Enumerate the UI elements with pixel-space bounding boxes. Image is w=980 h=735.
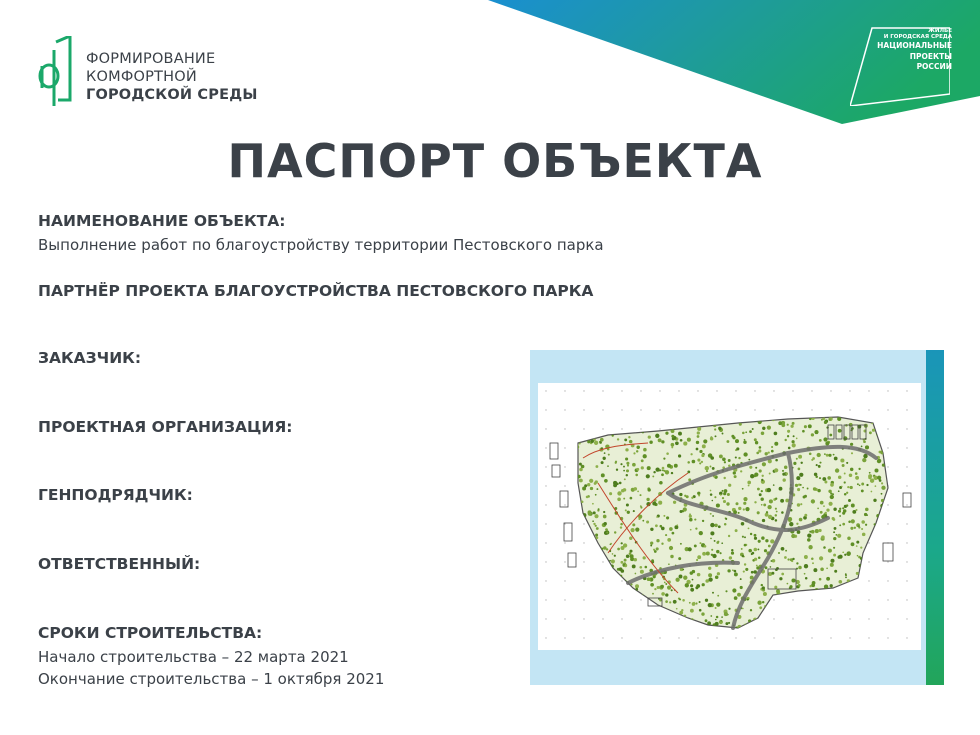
program-logo [36,36,258,108]
logo-line-2: КОМФОРТНОЙ [86,69,197,85]
construction-end: Окончание строительства – 1 октября 2021 [38,670,385,688]
badge-small-1: ЖИЛЬЕ [928,28,952,34]
page-title: ПАСПОРТ ОБЪЕКТА [227,134,763,188]
badge-big-3: РОССИИ [916,62,952,71]
construction-start: Начало строительства – 22 марта 2021 [38,648,349,666]
object-name-value: Выполнение работ по благоустройству территории Пестовского парка [38,236,604,254]
customer-label: ЗАКАЗЧИК: [38,349,142,367]
logo-line-1: ФОРМИРОВАНИЕ [86,51,216,67]
city-building-logo-icon [36,36,76,108]
logo-line-3: ГОРОДСКОЙ СРЕДЫ [86,87,258,103]
badge-small-2: И ГОРОДСКАЯ СРЕДА [883,34,952,40]
badge-big-2: ПРОЕКТЫ [909,51,952,61]
partner-label: ПАРТНЁР ПРОЕКТА БЛАГОУСТРОЙСТВА ПЕСТОВСКОГО ПАРКА [38,282,594,300]
construction-terms-label: СРОКИ СТРОИТЕЛЬСТВА: [38,624,263,642]
park-site-plan-image [538,383,921,650]
object-name-label: НАИМЕНОВАНИЕ ОБЪЕКТА: [38,212,286,230]
general-contractor-label: ГЕНПОДРЯДЧИК: [38,486,193,504]
responsible-label: ОТВЕТСТВЕННЫЙ: [38,555,201,573]
badge-big-1: НАЦИОНАЛЬНЫЕ [877,41,952,50]
design-organization-label: ПРОЕКТНАЯ ОРГАНИЗАЦИЯ: [38,418,293,436]
map-side-band [926,350,944,685]
national-projects-badge [872,28,952,72]
